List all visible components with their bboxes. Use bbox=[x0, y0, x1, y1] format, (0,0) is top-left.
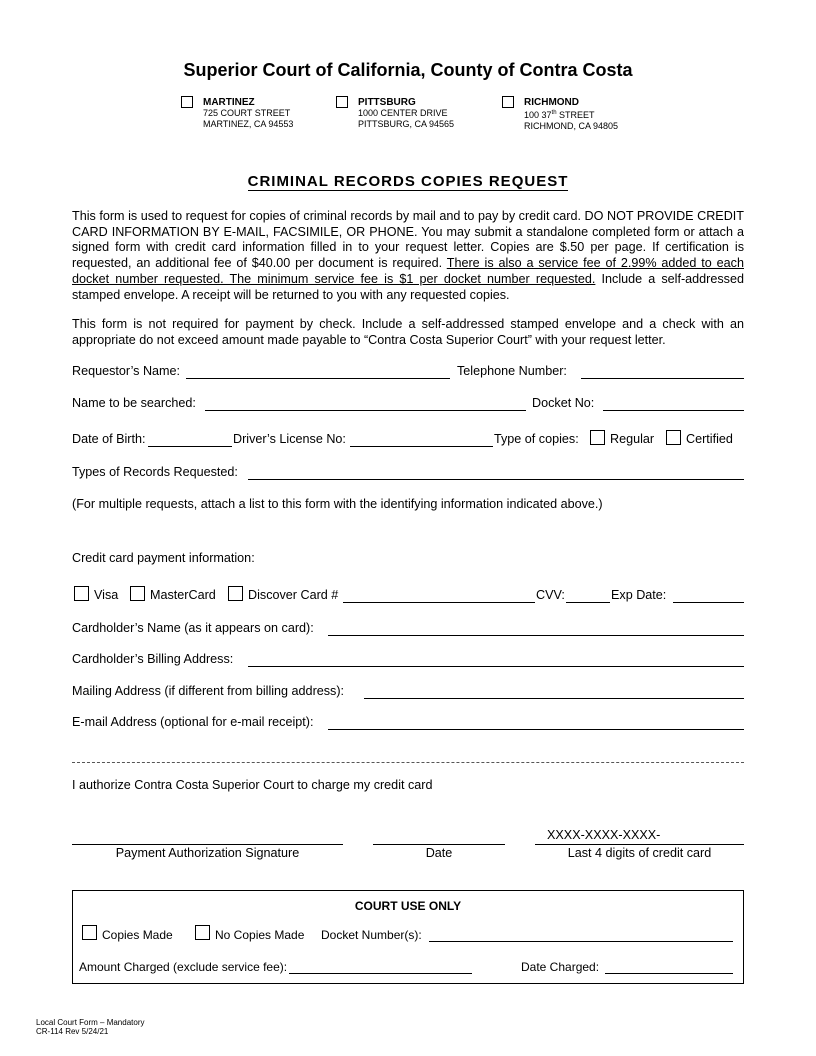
name-searched-label: Name to be searched: bbox=[72, 396, 196, 410]
cvv-input[interactable] bbox=[566, 602, 610, 603]
type-copies-label: Type of copies: bbox=[494, 432, 579, 446]
footer-line-2: CR-114 Rev 5/24/21 bbox=[36, 1027, 109, 1036]
date-charged-input[interactable] bbox=[605, 973, 733, 974]
email-input[interactable] bbox=[328, 729, 744, 730]
docket-numbers-input[interactable] bbox=[429, 941, 733, 942]
exp-date-input[interactable] bbox=[673, 602, 744, 603]
no-copies-checkbox[interactable] bbox=[195, 925, 210, 940]
last4-caption: Last 4 digits of credit card bbox=[567, 846, 712, 860]
amount-charged-input[interactable] bbox=[289, 973, 472, 974]
amount-charged-label: Amount Charged (exclude service fee): bbox=[79, 960, 288, 974]
location-name: MARTINEZ bbox=[203, 97, 255, 108]
certified-checkbox[interactable] bbox=[666, 430, 681, 445]
multiple-requests-note: (For multiple requests, attach a list to this form with the identifying information indicated above.) bbox=[72, 497, 603, 511]
signature-caption: Payment Authorization Signature bbox=[115, 846, 300, 860]
regular-checkbox[interactable] bbox=[590, 430, 605, 445]
visa-checkbox[interactable] bbox=[74, 586, 89, 601]
name-searched-input[interactable] bbox=[205, 410, 526, 411]
telephone-input[interactable] bbox=[581, 378, 744, 379]
card-number-input[interactable] bbox=[343, 602, 535, 603]
cvv-label: CVV: bbox=[536, 588, 565, 602]
email-label: E-mail Address (optional for e-mail receipt): bbox=[72, 715, 314, 729]
payment-heading: Credit card payment information: bbox=[72, 551, 255, 565]
footer-line-1: Local Court Form – Mandatory bbox=[36, 1018, 145, 1027]
location-name: PITTSBURG bbox=[358, 97, 416, 108]
mailing-address-label: Mailing Address (if different from billing address): bbox=[72, 684, 345, 698]
copies-made-label: Copies Made bbox=[102, 928, 173, 942]
authorization-statement: I authorize Contra Costa Superior Court to charge my credit card bbox=[72, 778, 433, 792]
drivers-license-label: Driver’s License No: bbox=[233, 432, 346, 446]
location-street: 1000 CENTER DRIVE bbox=[358, 108, 448, 118]
dob-label: Date of Birth: bbox=[72, 432, 146, 446]
court-title: Superior Court of California, County of Contra Costa bbox=[183, 60, 633, 80]
docket-no-input[interactable] bbox=[603, 410, 744, 411]
cardholder-name-label: Cardholder’s Name (as it appears on card): bbox=[72, 621, 314, 635]
court-use-title: COURT USE ONLY bbox=[354, 899, 462, 913]
signature-input[interactable] bbox=[72, 844, 343, 845]
intro-paragraph-1: This form is used to request for copies of criminal records by mail and to pay by credit card. DO NOT PROVIDE CREDIT CARD INFORMATION BY E-MAIL, FACSIMILE, OR PHONE. You may submit a standalone completed form or attach a signed form with credit card information filled in to your request letter. Copies are $.50 per page. If certification is requested, an additional fee of $40.00 per document is required. There is also a service fee of 2.99% added to each docket number requested. The minimum service fee is $1 per docket number requested. Include a self-addressed stamped envelope. A receipt will be returned to you with any requested copies. bbox=[72, 209, 744, 302]
visa-label: Visa bbox=[94, 588, 119, 602]
types-records-label: Types of Records Requested: bbox=[72, 465, 238, 479]
auth-date-input[interactable] bbox=[373, 844, 505, 845]
requestor-name-input[interactable] bbox=[186, 378, 450, 379]
card-prefix: XXXX-XXXX-XXXX- bbox=[547, 828, 661, 842]
exp-date-label: Exp Date: bbox=[611, 588, 667, 602]
types-records-input[interactable] bbox=[248, 479, 744, 480]
form-footer bbox=[36, 1018, 145, 1036]
martinez-checkbox[interactable] bbox=[181, 96, 193, 108]
location-city: MARTINEZ, CA 94553 bbox=[203, 119, 294, 129]
pittsburg-checkbox[interactable] bbox=[336, 96, 348, 108]
mastercard-label: MasterCard bbox=[150, 588, 216, 602]
discover-checkbox[interactable] bbox=[228, 586, 243, 601]
cut-line-divider bbox=[72, 762, 744, 763]
drivers-license-input[interactable] bbox=[350, 446, 493, 447]
docket-no-label: Docket No: bbox=[532, 396, 595, 410]
location-city: PITTSBURG, CA 94565 bbox=[358, 119, 455, 129]
certified-label: Certified bbox=[686, 432, 733, 446]
intro-paragraph-2: This form is not required for payment by check. Include a self-addressed stamped envelope and a check with an appropriate do not exceed amount made payable to “Contra Costa Superior Court” with your request letter. bbox=[72, 317, 744, 347]
dob-input[interactable] bbox=[148, 446, 232, 447]
location-street: 725 COURT STREET bbox=[203, 108, 291, 118]
location-street: 100 37th STREET bbox=[524, 110, 595, 120]
docket-numbers-label: Docket Number(s): bbox=[321, 928, 422, 942]
date-caption: Date bbox=[425, 846, 453, 860]
regular-label: Regular bbox=[610, 432, 655, 446]
discover-label: Discover Card # bbox=[248, 588, 339, 602]
mastercard-checkbox[interactable] bbox=[130, 586, 145, 601]
billing-address-input[interactable] bbox=[248, 666, 744, 667]
richmond-checkbox[interactable] bbox=[502, 96, 514, 108]
billing-address-label: Cardholder’s Billing Address: bbox=[72, 652, 234, 666]
mailing-address-input[interactable] bbox=[364, 698, 744, 699]
telephone-label: Telephone Number: bbox=[457, 364, 567, 378]
date-charged-label: Date Charged: bbox=[521, 960, 600, 974]
copies-made-checkbox[interactable] bbox=[82, 925, 97, 940]
no-copies-label: No Copies Made bbox=[215, 928, 305, 942]
form-title: CRIMINAL RECORDS COPIES REQUEST bbox=[247, 173, 569, 190]
location-city: RICHMOND, CA 94805 bbox=[524, 121, 619, 131]
last4-input[interactable] bbox=[535, 844, 744, 845]
requestor-name-label: Requestor’s Name: bbox=[72, 364, 181, 378]
cardholder-name-input[interactable] bbox=[328, 635, 744, 636]
location-name: RICHMOND bbox=[524, 97, 579, 108]
